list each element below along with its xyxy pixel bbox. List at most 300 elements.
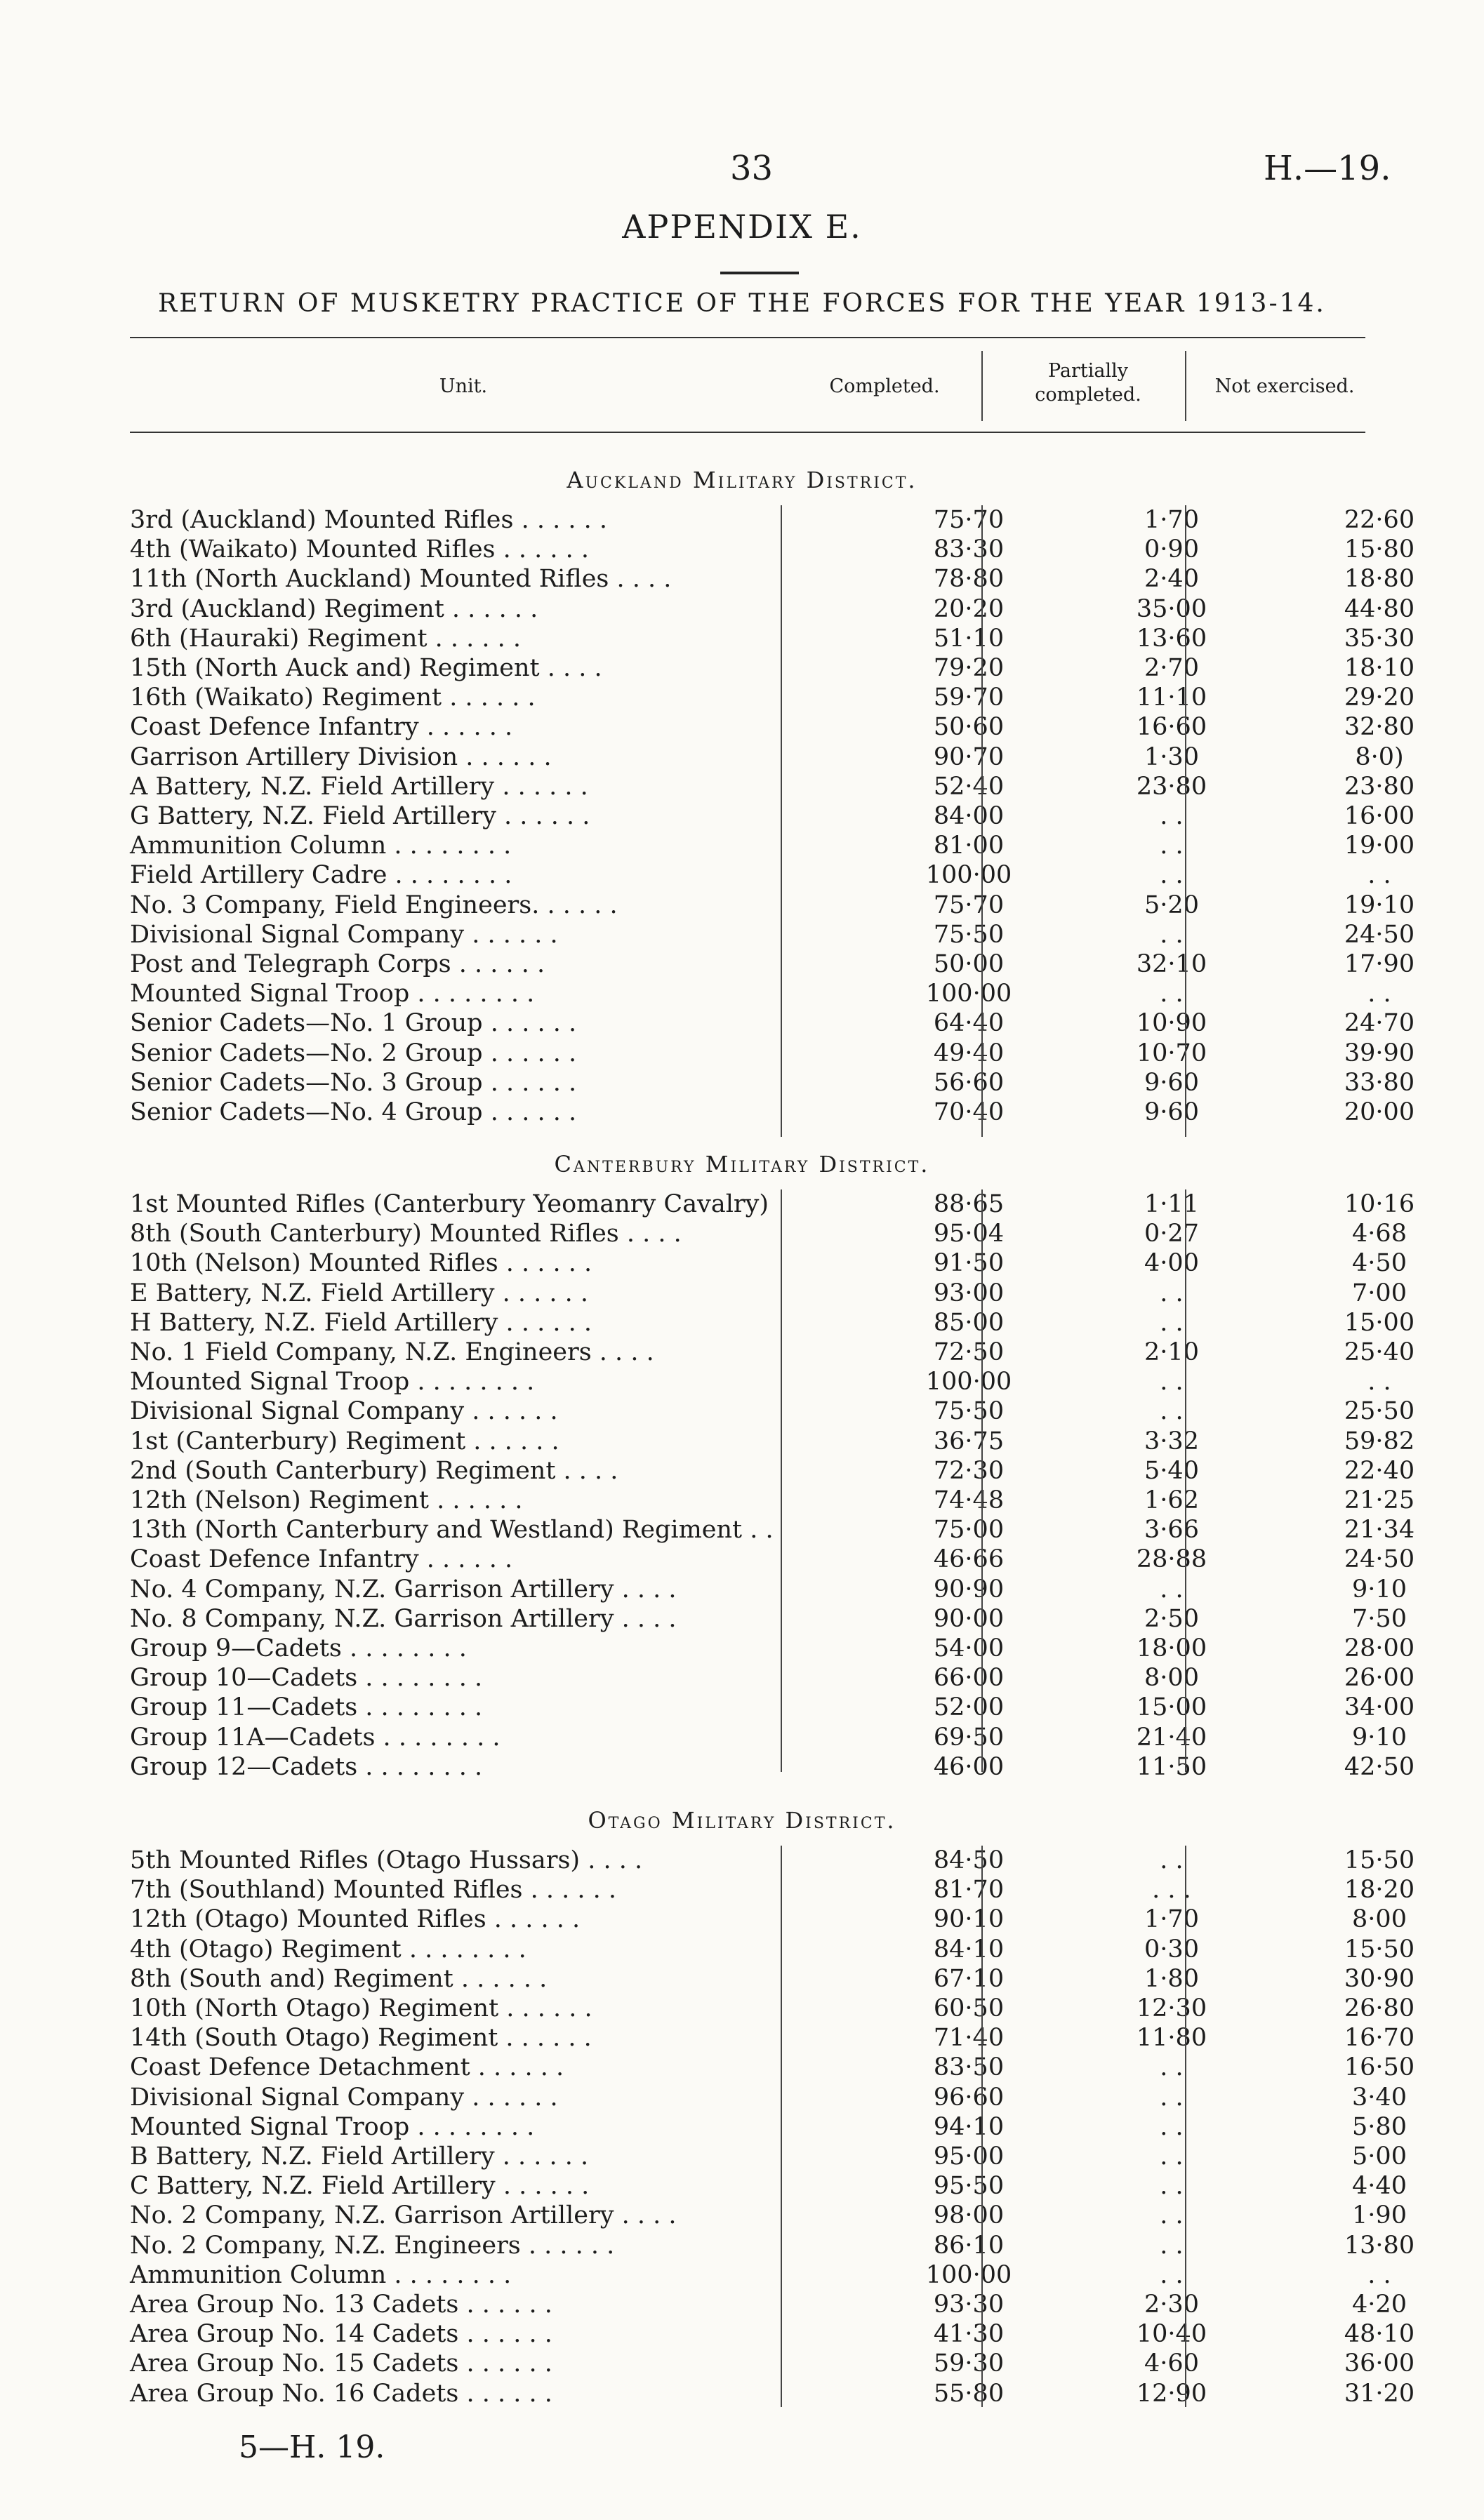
partially-completed-value: . . xyxy=(1160,980,1184,1008)
table-row xyxy=(130,1486,1415,1515)
partially-completed-value: 1·11 xyxy=(1144,1190,1199,1218)
partially-completed-value: 16·60 xyxy=(1136,713,1207,742)
completed-value: 78·80 xyxy=(933,565,1005,594)
table-row xyxy=(130,1663,1415,1693)
completed-value: 56·60 xyxy=(933,1068,1005,1097)
unit-name: Area Group No. 16 Cadets . . . . . . xyxy=(130,2379,552,2408)
not-exercised-value: 19·00 xyxy=(1344,832,1415,860)
column-rule xyxy=(981,1189,983,1772)
completed-value: 41·30 xyxy=(933,2320,1005,2349)
unit-name: Senior Cadets—No. 4 Group . . . . . . xyxy=(130,1098,577,1126)
document-reference: H.—19. xyxy=(1264,149,1391,188)
table-row xyxy=(130,1427,1415,1456)
table-row xyxy=(130,2171,1407,2201)
partially-completed-value: . . xyxy=(1160,2260,1184,2289)
not-exercised-value: 21·34 xyxy=(1344,1516,1415,1545)
table-row xyxy=(130,1338,1415,1367)
table-row xyxy=(130,1098,1415,1127)
partially-completed-value: 1·70 xyxy=(1144,506,1199,534)
completed-value: 96·60 xyxy=(933,2083,1005,2112)
unit-name: Garrison Artillery Division . . . . . . xyxy=(130,742,552,771)
table-row xyxy=(130,712,1415,742)
partially-completed-value: 2·10 xyxy=(1144,1338,1199,1366)
unit-name: Area Group No. 14 Cadets . . . . . . xyxy=(130,2320,552,2349)
table-row xyxy=(130,1693,1415,1722)
completed-value: 72·30 xyxy=(933,1456,1005,1485)
not-exercised-value: 10·16 xyxy=(1344,1190,1415,1218)
unit-name: 8th (South and) Regiment . . . . . . xyxy=(130,1964,548,1993)
not-exercised-value: 8·0) xyxy=(1355,742,1404,771)
partially-completed-value: . . xyxy=(1160,861,1184,890)
column-rule xyxy=(1185,505,1186,1137)
table-row xyxy=(130,1752,1415,1782)
partially-completed-value: 15·00 xyxy=(1136,1693,1207,1722)
completed-value: 100·00 xyxy=(925,980,1012,1008)
not-exercised-value: 34·00 xyxy=(1344,1693,1415,1722)
unit-name: E Battery, N.Z. Field Artillery . . . . . . xyxy=(130,1279,588,1307)
unit-name: 2nd (South Canterbury) Regiment . . . . xyxy=(130,1456,618,1485)
table-row xyxy=(130,1456,1415,1486)
not-exercised-value: 13·80 xyxy=(1344,2231,1415,2260)
partially-completed-value: 11·10 xyxy=(1136,684,1207,712)
table-row xyxy=(130,1935,1415,1964)
completed-value: 50·60 xyxy=(933,713,1005,742)
partially-completed-value: 10·40 xyxy=(1136,2320,1207,2349)
completed-value: 100·00 xyxy=(925,861,1012,890)
partially-completed-value: 23·80 xyxy=(1136,772,1207,801)
partially-completed-value: 2·70 xyxy=(1144,654,1199,682)
not-exercised-value: 25·40 xyxy=(1344,1338,1415,1366)
completed-value: 95·00 xyxy=(933,2142,1005,2171)
completed-value: 91·50 xyxy=(933,1249,1005,1278)
page-number: 33 xyxy=(730,149,774,188)
not-exercised-value: 26·80 xyxy=(1344,1994,1415,2022)
partially-completed-value: 9·60 xyxy=(1144,1098,1199,1126)
column-rule xyxy=(1185,351,1186,421)
completed-value: 83·30 xyxy=(933,535,1005,564)
not-exercised-value: 22·40 xyxy=(1344,1456,1415,1485)
completed-value: 59·70 xyxy=(933,684,1005,712)
title-rule xyxy=(720,272,799,274)
unit-name: No. 3 Company, Field Engineers. . . . . . xyxy=(130,891,618,919)
unit-name: No. 2 Company, N.Z. Garrison Artillery . . . . xyxy=(130,2201,677,2230)
not-exercised-value: 24·70 xyxy=(1344,1009,1415,1038)
not-exercised-value: 21·25 xyxy=(1344,1486,1415,1514)
partially-completed-value: 12·30 xyxy=(1136,1994,1207,2022)
footer-signature: 5—H. 19. xyxy=(239,2429,385,2465)
unit-name: Coast Defence Infantry . . . . . . xyxy=(130,1545,513,1574)
partially-completed-value: 1·30 xyxy=(1144,742,1199,771)
table-row xyxy=(130,624,1415,653)
unit-name: 4th (Waikato) Mounted Rifles . . . . . . xyxy=(130,535,590,564)
not-exercised-value: 4·50 xyxy=(1352,1249,1407,1278)
unit-name: Ammunition Column . . . . . . . . xyxy=(130,2260,512,2289)
completed-value: 75·70 xyxy=(933,891,1005,919)
not-exercised-value: 24·50 xyxy=(1344,1545,1415,1574)
completed-value: 54·00 xyxy=(933,1634,1005,1662)
partially-completed-value: 9·60 xyxy=(1144,1068,1199,1097)
unit-name: 6th (Hauraki) Regiment . . . . . . xyxy=(130,624,522,653)
partially-completed-value: 0·90 xyxy=(1144,535,1199,564)
unit-name: 5th Mounted Rifles (Otago Hussars) . . . . xyxy=(130,1846,643,1874)
partially-completed-value: 3·32 xyxy=(1144,1427,1199,1455)
partially-completed-value: 10·70 xyxy=(1136,1039,1207,1067)
unit-name: 15th (North Auck and) Regiment . . . . xyxy=(130,654,602,682)
completed-value: 81·00 xyxy=(933,832,1005,860)
not-exercised-value: 7·00 xyxy=(1352,1279,1407,1307)
completed-value: 75·50 xyxy=(933,920,1005,949)
not-exercised-value: 8·00 xyxy=(1352,1905,1407,1934)
column-rule xyxy=(781,505,782,1137)
table-row xyxy=(130,2290,1407,2319)
table-row xyxy=(130,2142,1407,2171)
partially-completed-value: 2·40 xyxy=(1144,565,1199,594)
table-row xyxy=(130,2379,1415,2408)
partially-completed-value: 10·90 xyxy=(1136,1009,1207,1038)
partially-completed-value: . . xyxy=(1160,1368,1184,1396)
partially-completed-value: . . xyxy=(1160,2172,1184,2201)
district-heading: Canterbury Military District. xyxy=(554,1151,930,1178)
not-exercised-value: 44·80 xyxy=(1344,594,1415,623)
not-exercised-value: 26·00 xyxy=(1344,1664,1415,1693)
table-row xyxy=(130,683,1415,712)
not-exercised-value: 32·80 xyxy=(1344,713,1415,742)
partially-completed-value: . . xyxy=(1160,2201,1184,2230)
header-top-rule xyxy=(130,337,1365,338)
not-exercised-value: 15·50 xyxy=(1344,1846,1415,1874)
not-exercised-value: 29·20 xyxy=(1344,684,1415,712)
unit-name: 7th (Southland) Mounted Rifles . . . . . . xyxy=(130,1876,617,1905)
table-row xyxy=(130,1575,1407,1604)
table-row xyxy=(130,1279,1407,1308)
partially-completed-value: 2·50 xyxy=(1144,1604,1199,1633)
unit-name: 8th (South Canterbury) Mounted Rifles . . . . xyxy=(130,1220,682,1248)
completed-value: 55·80 xyxy=(933,2379,1005,2408)
completed-value: 93·30 xyxy=(933,2291,1005,2319)
unit-name: No. 1 Field Company, N.Z. Engineers . . . . xyxy=(130,1338,654,1366)
unit-name: 16th (Waikato) Regiment . . . . . . xyxy=(130,684,536,712)
table-row xyxy=(130,2023,1415,2053)
completed-value: 90·10 xyxy=(933,1905,1005,1934)
table-row xyxy=(130,891,1415,920)
partially-completed-value: 35·00 xyxy=(1136,594,1207,623)
unit-name: Divisional Signal Company . . . . . . xyxy=(130,2083,558,2112)
not-exercised-value: 5·00 xyxy=(1352,2142,1407,2171)
partially-completed-value: 32·10 xyxy=(1136,950,1207,978)
unit-name: B Battery, N.Z. Field Artillery . . . . . . xyxy=(130,2142,589,2171)
column-header-partially-line2: completed. xyxy=(1035,384,1141,406)
unit-name: Field Artillery Cadre . . . . . . . . xyxy=(130,861,512,890)
not-exercised-value: 20·00 xyxy=(1344,1098,1415,1126)
completed-value: 94·10 xyxy=(933,2112,1005,2141)
table-row xyxy=(130,594,1415,624)
partially-completed-value: 5·40 xyxy=(1144,1456,1199,1485)
partially-completed-value: 5·20 xyxy=(1144,891,1199,919)
completed-value: 84·10 xyxy=(933,1935,1005,1964)
column-rule xyxy=(1185,1846,1186,2407)
completed-value: 60·50 xyxy=(933,1994,1005,2022)
completed-value: 90·90 xyxy=(933,1575,1005,1604)
column-rule xyxy=(1185,1189,1186,1772)
not-exercised-value: 18·80 xyxy=(1344,565,1415,594)
completed-value: 93·00 xyxy=(933,1279,1005,1307)
not-exercised-value: 15·80 xyxy=(1344,535,1415,564)
unit-name: 10th (Nelson) Mounted Rifles . . . . . . xyxy=(130,1249,592,1278)
table-row xyxy=(130,1189,1415,1219)
column-header-not-exercised: Not exercised. xyxy=(1214,375,1355,397)
completed-value: 69·50 xyxy=(933,1723,1005,1752)
partially-completed-value: 28·88 xyxy=(1136,1545,1207,1574)
unit-name: 12th (Otago) Mounted Rifles . . . . . . xyxy=(130,1905,581,1934)
unit-name: Coast Defence Detachment . . . . . . xyxy=(130,2053,564,2082)
partially-completed-value: . . xyxy=(1160,1308,1184,1337)
table-row xyxy=(130,2201,1407,2230)
completed-value: 98·00 xyxy=(933,2201,1005,2230)
unit-name: C Battery, N.Z. Field Artillery . . . . . . xyxy=(130,2172,590,2201)
unit-name: Mounted Signal Troop . . . . . . . . xyxy=(130,1368,535,1396)
column-rule xyxy=(981,351,983,421)
not-exercised-value: 35·30 xyxy=(1344,624,1415,653)
completed-value: 86·10 xyxy=(933,2231,1005,2260)
unit-name: H Battery, N.Z. Field Artillery . . . . . . xyxy=(130,1308,592,1337)
unit-name: A Battery, N.Z. Field Artillery . . . . . . xyxy=(130,772,588,801)
completed-value: 64·40 xyxy=(933,1009,1005,1038)
completed-value: 46·66 xyxy=(933,1545,1005,1574)
table-row xyxy=(130,801,1415,831)
completed-value: 84·50 xyxy=(933,1846,1005,1874)
not-exercised-value: 1·90 xyxy=(1352,2201,1407,2230)
partially-completed-value: . . xyxy=(1160,1846,1184,1874)
not-exercised-value: 24·50 xyxy=(1344,920,1415,949)
column-header-completed: Completed. xyxy=(829,375,940,397)
not-exercised-value: 25·50 xyxy=(1344,1397,1415,1426)
district-heading: Otago Military District. xyxy=(588,1807,896,1834)
not-exercised-value: 7·50 xyxy=(1352,1604,1407,1633)
not-exercised-value: 59·82 xyxy=(1344,1427,1415,1455)
unit-name: 11th (North Auckland) Mounted Rifles . . . . xyxy=(130,565,672,594)
partially-completed-value: 0·27 xyxy=(1144,1220,1199,1248)
partially-completed-value: 18·00 xyxy=(1136,1634,1207,1662)
partially-completed-value: 11·50 xyxy=(1136,1752,1207,1781)
completed-value: 85·00 xyxy=(933,1308,1005,1337)
column-rule xyxy=(781,1846,782,2407)
unit-name: 1st Mounted Rifles (Canterbury Yeomanry Cavalry) xyxy=(130,1190,769,1218)
partially-completed-value: . . xyxy=(1160,1279,1184,1307)
table-row xyxy=(130,1994,1415,2023)
not-exercised-value: 15·50 xyxy=(1344,1935,1415,1964)
partially-completed-value: 21·40 xyxy=(1136,1723,1207,1752)
completed-value: 95·50 xyxy=(933,2172,1005,2201)
unit-name: Ammunition Column . . . . . . . . xyxy=(130,832,512,860)
unit-name: Area Group No. 13 Cadets . . . . . . xyxy=(130,2291,552,2319)
unit-name: 3rd (Auckland) Mounted Rifles . . . . . . xyxy=(130,506,607,534)
column-rule xyxy=(781,1189,782,1772)
not-exercised-value: 36·00 xyxy=(1344,2349,1415,2378)
completed-value: 49·40 xyxy=(933,1039,1005,1067)
table-row xyxy=(130,1367,1391,1396)
table-row xyxy=(130,742,1404,772)
partially-completed-value: . . xyxy=(1160,2053,1184,2082)
completed-value: 90·00 xyxy=(933,1604,1005,1633)
partially-completed-value: 2·30 xyxy=(1144,2291,1199,2319)
table-row xyxy=(130,1039,1415,1068)
partially-completed-value: 3·66 xyxy=(1144,1516,1199,1545)
completed-value: 71·40 xyxy=(933,2024,1005,2053)
not-exercised-value: 42·50 xyxy=(1344,1752,1415,1781)
not-exercised-value: . . xyxy=(1367,980,1391,1008)
partially-completed-value: . . xyxy=(1160,2083,1184,2112)
table-row xyxy=(130,535,1415,564)
not-exercised-value: 18·10 xyxy=(1344,654,1415,682)
completed-value: 72·50 xyxy=(933,1338,1005,1366)
completed-value: 100·00 xyxy=(925,1368,1012,1396)
unit-name: Mounted Signal Troop . . . . . . . . xyxy=(130,980,535,1008)
unit-name: Divisional Signal Company . . . . . . xyxy=(130,1397,558,1426)
completed-value: 46·00 xyxy=(933,1752,1005,1781)
completed-value: 100·00 xyxy=(925,2260,1012,2289)
partially-completed-value: . . xyxy=(1160,832,1184,860)
not-exercised-value: 15·00 xyxy=(1344,1308,1415,1337)
partially-completed-value: . . xyxy=(1160,1575,1184,1604)
table-row xyxy=(130,2231,1415,2260)
completed-value: 83·50 xyxy=(933,2053,1005,2082)
not-exercised-value: 48·10 xyxy=(1344,2320,1415,2349)
not-exercised-value: 16·00 xyxy=(1344,802,1415,830)
table-row xyxy=(130,1875,1415,1905)
partially-completed-value: . . xyxy=(1160,2231,1184,2260)
column-header-partially-completed xyxy=(997,359,1179,407)
unit-name: No. 4 Company, N.Z. Garrison Artillery . . . . xyxy=(130,1575,677,1604)
completed-value: 67·10 xyxy=(933,1964,1005,1993)
completed-value: 79·20 xyxy=(933,654,1005,682)
completed-value: 50·00 xyxy=(933,950,1005,978)
table-row xyxy=(130,1846,1415,1875)
completed-value: 70·40 xyxy=(933,1098,1005,1126)
partially-completed-value: . . xyxy=(1160,920,1184,949)
not-exercised-value: . . xyxy=(1367,2260,1391,2289)
partially-completed-value: . . . xyxy=(1152,1876,1191,1905)
table-row xyxy=(130,772,1415,801)
partially-completed-value: 4·60 xyxy=(1144,2349,1199,2378)
unit-name: 13th (North Canterbury and Westland) Regiment . . xyxy=(130,1516,774,1545)
completed-value: 51·10 xyxy=(933,624,1005,653)
table-row xyxy=(130,2083,1407,2112)
table-row xyxy=(130,653,1415,683)
table-row xyxy=(130,2260,1391,2290)
not-exercised-value: 28·00 xyxy=(1344,1634,1415,1662)
unit-name: Post and Telegraph Corps . . . . . . xyxy=(130,950,545,978)
header-bottom-rule xyxy=(130,432,1365,433)
not-exercised-value: 4·20 xyxy=(1352,2291,1407,2319)
table-row xyxy=(130,979,1391,1008)
completed-value: 95·04 xyxy=(933,1220,1005,1248)
unit-name: G Battery, N.Z. Field Artillery . . . . . . xyxy=(130,802,590,830)
not-exercised-value: 5·80 xyxy=(1352,2112,1407,2141)
partially-completed-value: . . xyxy=(1160,2142,1184,2171)
table-row xyxy=(130,2349,1415,2378)
not-exercised-value: 18·20 xyxy=(1344,1876,1415,1905)
column-rule xyxy=(981,505,983,1137)
table-row xyxy=(130,1068,1415,1098)
completed-value: 88·65 xyxy=(933,1190,1005,1218)
unit-name: Mounted Signal Troop . . . . . . . . xyxy=(130,2112,535,2141)
completed-value: 74·48 xyxy=(933,1486,1005,1514)
completed-value: 20·20 xyxy=(933,594,1005,623)
partially-completed-value: 1·80 xyxy=(1144,1964,1199,1993)
unit-name: 3rd (Auckland) Regiment . . . . . . xyxy=(130,594,538,623)
completed-value: 75·70 xyxy=(933,506,1005,534)
unit-name: Coast Defence Infantry . . . . . . xyxy=(130,713,513,742)
completed-value: 90·70 xyxy=(933,742,1005,771)
not-exercised-value: 16·50 xyxy=(1344,2053,1415,2082)
column-header-unit: Unit. xyxy=(439,375,488,397)
unit-name: Senior Cadets—No. 1 Group . . . . . . xyxy=(130,1009,577,1038)
table-row xyxy=(130,2053,1415,2082)
not-exercised-value: 33·80 xyxy=(1344,1068,1415,1097)
column-rule xyxy=(981,1846,983,2407)
table-row xyxy=(130,1396,1415,1426)
partially-completed-value: 1·62 xyxy=(1144,1486,1199,1514)
not-exercised-value: 39·90 xyxy=(1344,1039,1415,1067)
not-exercised-value: 22·60 xyxy=(1344,506,1415,534)
not-exercised-value: . . xyxy=(1367,1368,1391,1396)
partially-completed-value: 11·80 xyxy=(1136,2024,1207,2053)
unit-name: Senior Cadets—No. 3 Group . . . . . . xyxy=(130,1068,577,1097)
table-row xyxy=(130,1515,1415,1545)
table-row xyxy=(130,949,1415,979)
unit-name: Senior Cadets—No. 2 Group . . . . . . xyxy=(130,1039,577,1067)
not-exercised-value: 4·40 xyxy=(1352,2172,1407,2201)
table-row xyxy=(130,505,1415,535)
table-subtitle: RETURN OF MUSKETRY PRACTICE OF THE FORCES FOR THE YEAR 1913-14. xyxy=(158,289,1326,318)
table-row xyxy=(130,1008,1415,1038)
partially-completed-value: 12·90 xyxy=(1136,2379,1207,2408)
completed-value: 84·00 xyxy=(933,802,1005,830)
unit-name: No. 8 Company, N.Z. Garrison Artillery . . . . xyxy=(130,1604,677,1633)
partially-completed-value: 4·00 xyxy=(1144,1249,1199,1278)
table-row xyxy=(130,1634,1415,1663)
district-heading: Auckland Military District. xyxy=(567,467,917,493)
completed-value: 59·30 xyxy=(933,2349,1005,2378)
unit-name: Group 11—Cadets . . . . . . . . xyxy=(130,1693,483,1722)
table-row xyxy=(130,1248,1407,1278)
not-exercised-value: 3·40 xyxy=(1352,2083,1407,2112)
appendix-title: APPENDIX E. xyxy=(622,208,862,246)
table-row xyxy=(130,1905,1407,1934)
table-row xyxy=(130,1545,1415,1574)
table-row xyxy=(130,860,1391,890)
unit-name: 1st (Canterbury) Regiment . . . . . . xyxy=(130,1427,559,1455)
partially-completed-value: 13·60 xyxy=(1136,624,1207,653)
not-exercised-value: . . xyxy=(1367,861,1391,890)
partially-completed-value: . . xyxy=(1160,802,1184,830)
table-row xyxy=(130,920,1415,949)
table-row xyxy=(130,1723,1407,1752)
table-row xyxy=(130,564,1415,594)
partially-completed-value: . . xyxy=(1160,2112,1184,2141)
partially-completed-value: 1·70 xyxy=(1144,1905,1199,1934)
unit-name: Area Group No. 15 Cadets . . . . . . xyxy=(130,2349,552,2378)
completed-value: 52·40 xyxy=(933,772,1005,801)
unit-name: 10th (North Otago) Regiment . . . . . . xyxy=(130,1994,592,2022)
unit-name: 4th (Otago) Regiment . . . . . . . . xyxy=(130,1935,526,1964)
not-exercised-value: 30·90 xyxy=(1344,1964,1415,1993)
unit-name: 12th (Nelson) Regiment . . . . . . xyxy=(130,1486,523,1514)
not-exercised-value: 31·20 xyxy=(1344,2379,1415,2408)
unit-name: Group 11A—Cadets . . . . . . . . xyxy=(130,1723,501,1752)
unit-name: Divisional Signal Company . . . . . . xyxy=(130,920,558,949)
unit-name: No. 2 Company, N.Z. Engineers . . . . . . xyxy=(130,2231,615,2260)
